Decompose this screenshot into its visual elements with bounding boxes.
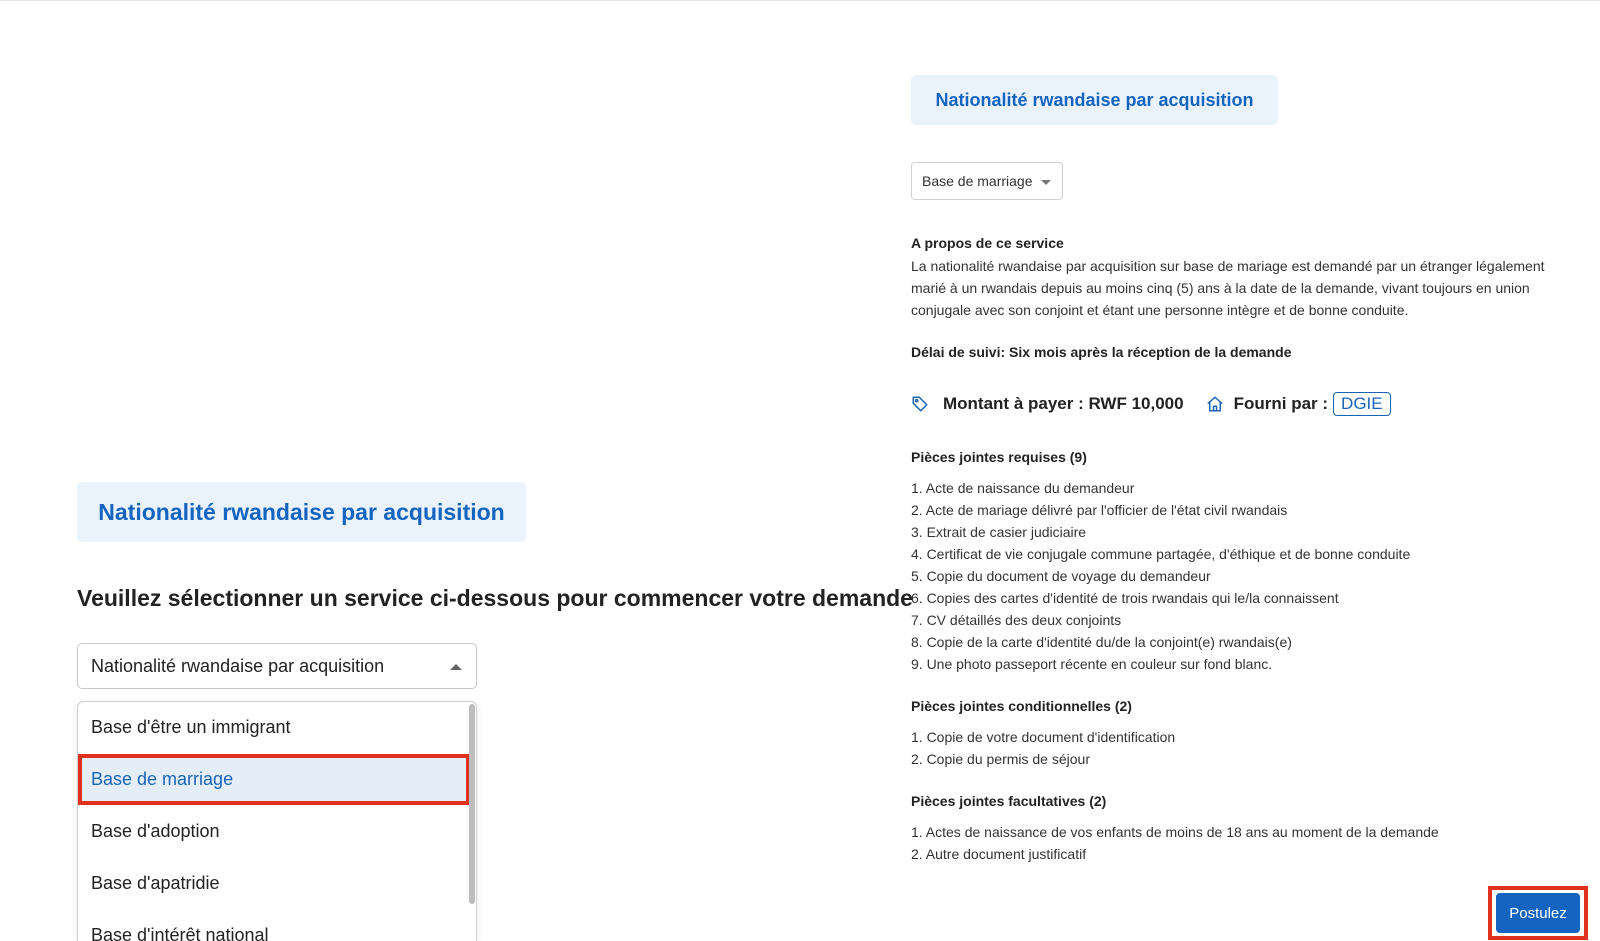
dropdown-option-marriage[interactable]: Base de marriage [78, 754, 470, 805]
required-docs-list [911, 477, 1410, 675]
tag-icon [911, 395, 929, 413]
dropdown-option-immigrant[interactable]: Base d'être un immigrant [91, 717, 291, 737]
chevron-up-icon [450, 664, 462, 670]
left-banner-title: Nationalité rwandaise par acquisition [98, 498, 505, 525]
list-item: 7. CV détaillés des deux conjoints [911, 612, 1122, 628]
apply-button[interactable]: Postulez [1496, 893, 1580, 933]
list-item: 9. Une photo passeport récente en couleur sur fond blanc. [911, 656, 1273, 672]
list-item: 2. Autre document justificatif [911, 846, 1087, 862]
apply-button-highlight [1488, 886, 1588, 940]
right-service-banner [911, 75, 1278, 125]
provider-badge[interactable]: DGIE [1333, 392, 1391, 416]
dropdown-option-adoption[interactable]: Base d'adoption [91, 821, 220, 841]
provider-label: Fourni par : [1233, 394, 1329, 413]
about-text: La nationalité rwandaise par acquisition sur base de mariage est demandé par un étranger légalement marié à un rwandais depuis au moins cinq (5) ans à la date de la demande, vivant toujours en union conjugale avec son conjoint et étant une personne intègre et de bonne conduite. [911, 258, 1545, 318]
optional-docs-title: Pièces jointes facultatives (2) [911, 793, 1107, 809]
conditional-docs-title: Pièces jointes conditionnelles (2) [911, 698, 1132, 714]
conditional-docs-list [911, 726, 1175, 770]
service-select-value: Nationalité rwandaise par acquisition [91, 655, 385, 676]
list-item: 6. Copies des cartes d'identité de trois rwandais qui le/la connaissent [911, 590, 1339, 606]
fee-amount: Montant à payer : RWF 10,000 [943, 394, 1184, 413]
dropdown-option-apatridie[interactable]: Base d'apatridie [91, 873, 220, 893]
right-banner-title: Nationalité rwandaise par acquisition [935, 89, 1254, 110]
processing-delay: Délai de suivi: Six mois après la réception de la demande [911, 344, 1292, 360]
home-icon [1206, 395, 1224, 413]
service-dropdown-menu [77, 701, 477, 941]
dropdown-scrollbar[interactable] [469, 704, 475, 904]
required-docs-title: Pièces jointes requises (9) [911, 449, 1087, 465]
optional-docs-list [911, 821, 1439, 865]
chevron-down-icon [1041, 180, 1051, 185]
list-item: 1. Copie de votre document d'identification [911, 729, 1176, 745]
left-service-banner [77, 482, 526, 542]
list-item: 4. Certificat de vie conjugale commune partagée, d'éthique et de bonne conduite [911, 546, 1411, 562]
instruction-heading: Veuillez sélectionner un service ci-dessous pour commencer votre demande [77, 585, 913, 611]
list-item: 1. Actes de naissance de vos enfants de moins de 18 ans au moment de la demande [911, 824, 1439, 840]
fee-provider-row [911, 391, 1391, 417]
about-title: A propos de ce service [911, 235, 1064, 251]
dropdown-option-interet-national[interactable]: Base d'intérêt national [91, 925, 269, 941]
service-select[interactable] [77, 643, 477, 689]
list-item: 8. Copie de la carte d'identité du/de la conjoint(e) rwandais(e) [911, 634, 1292, 650]
sub-service-select[interactable] [911, 162, 1063, 200]
list-item: 1. Acte de naissance du demandeur [911, 480, 1135, 496]
list-item: 5. Copie du document de voyage du demandeur [911, 568, 1211, 584]
list-item: 2. Copie du permis de séjour [911, 751, 1090, 767]
list-item: 2. Acte de mariage délivré par l'officier de l'état civil rwandais [911, 502, 1288, 518]
list-item: 3. Extrait de casier judiciaire [911, 524, 1087, 540]
sub-service-select-value: Base de marriage [922, 173, 1033, 189]
